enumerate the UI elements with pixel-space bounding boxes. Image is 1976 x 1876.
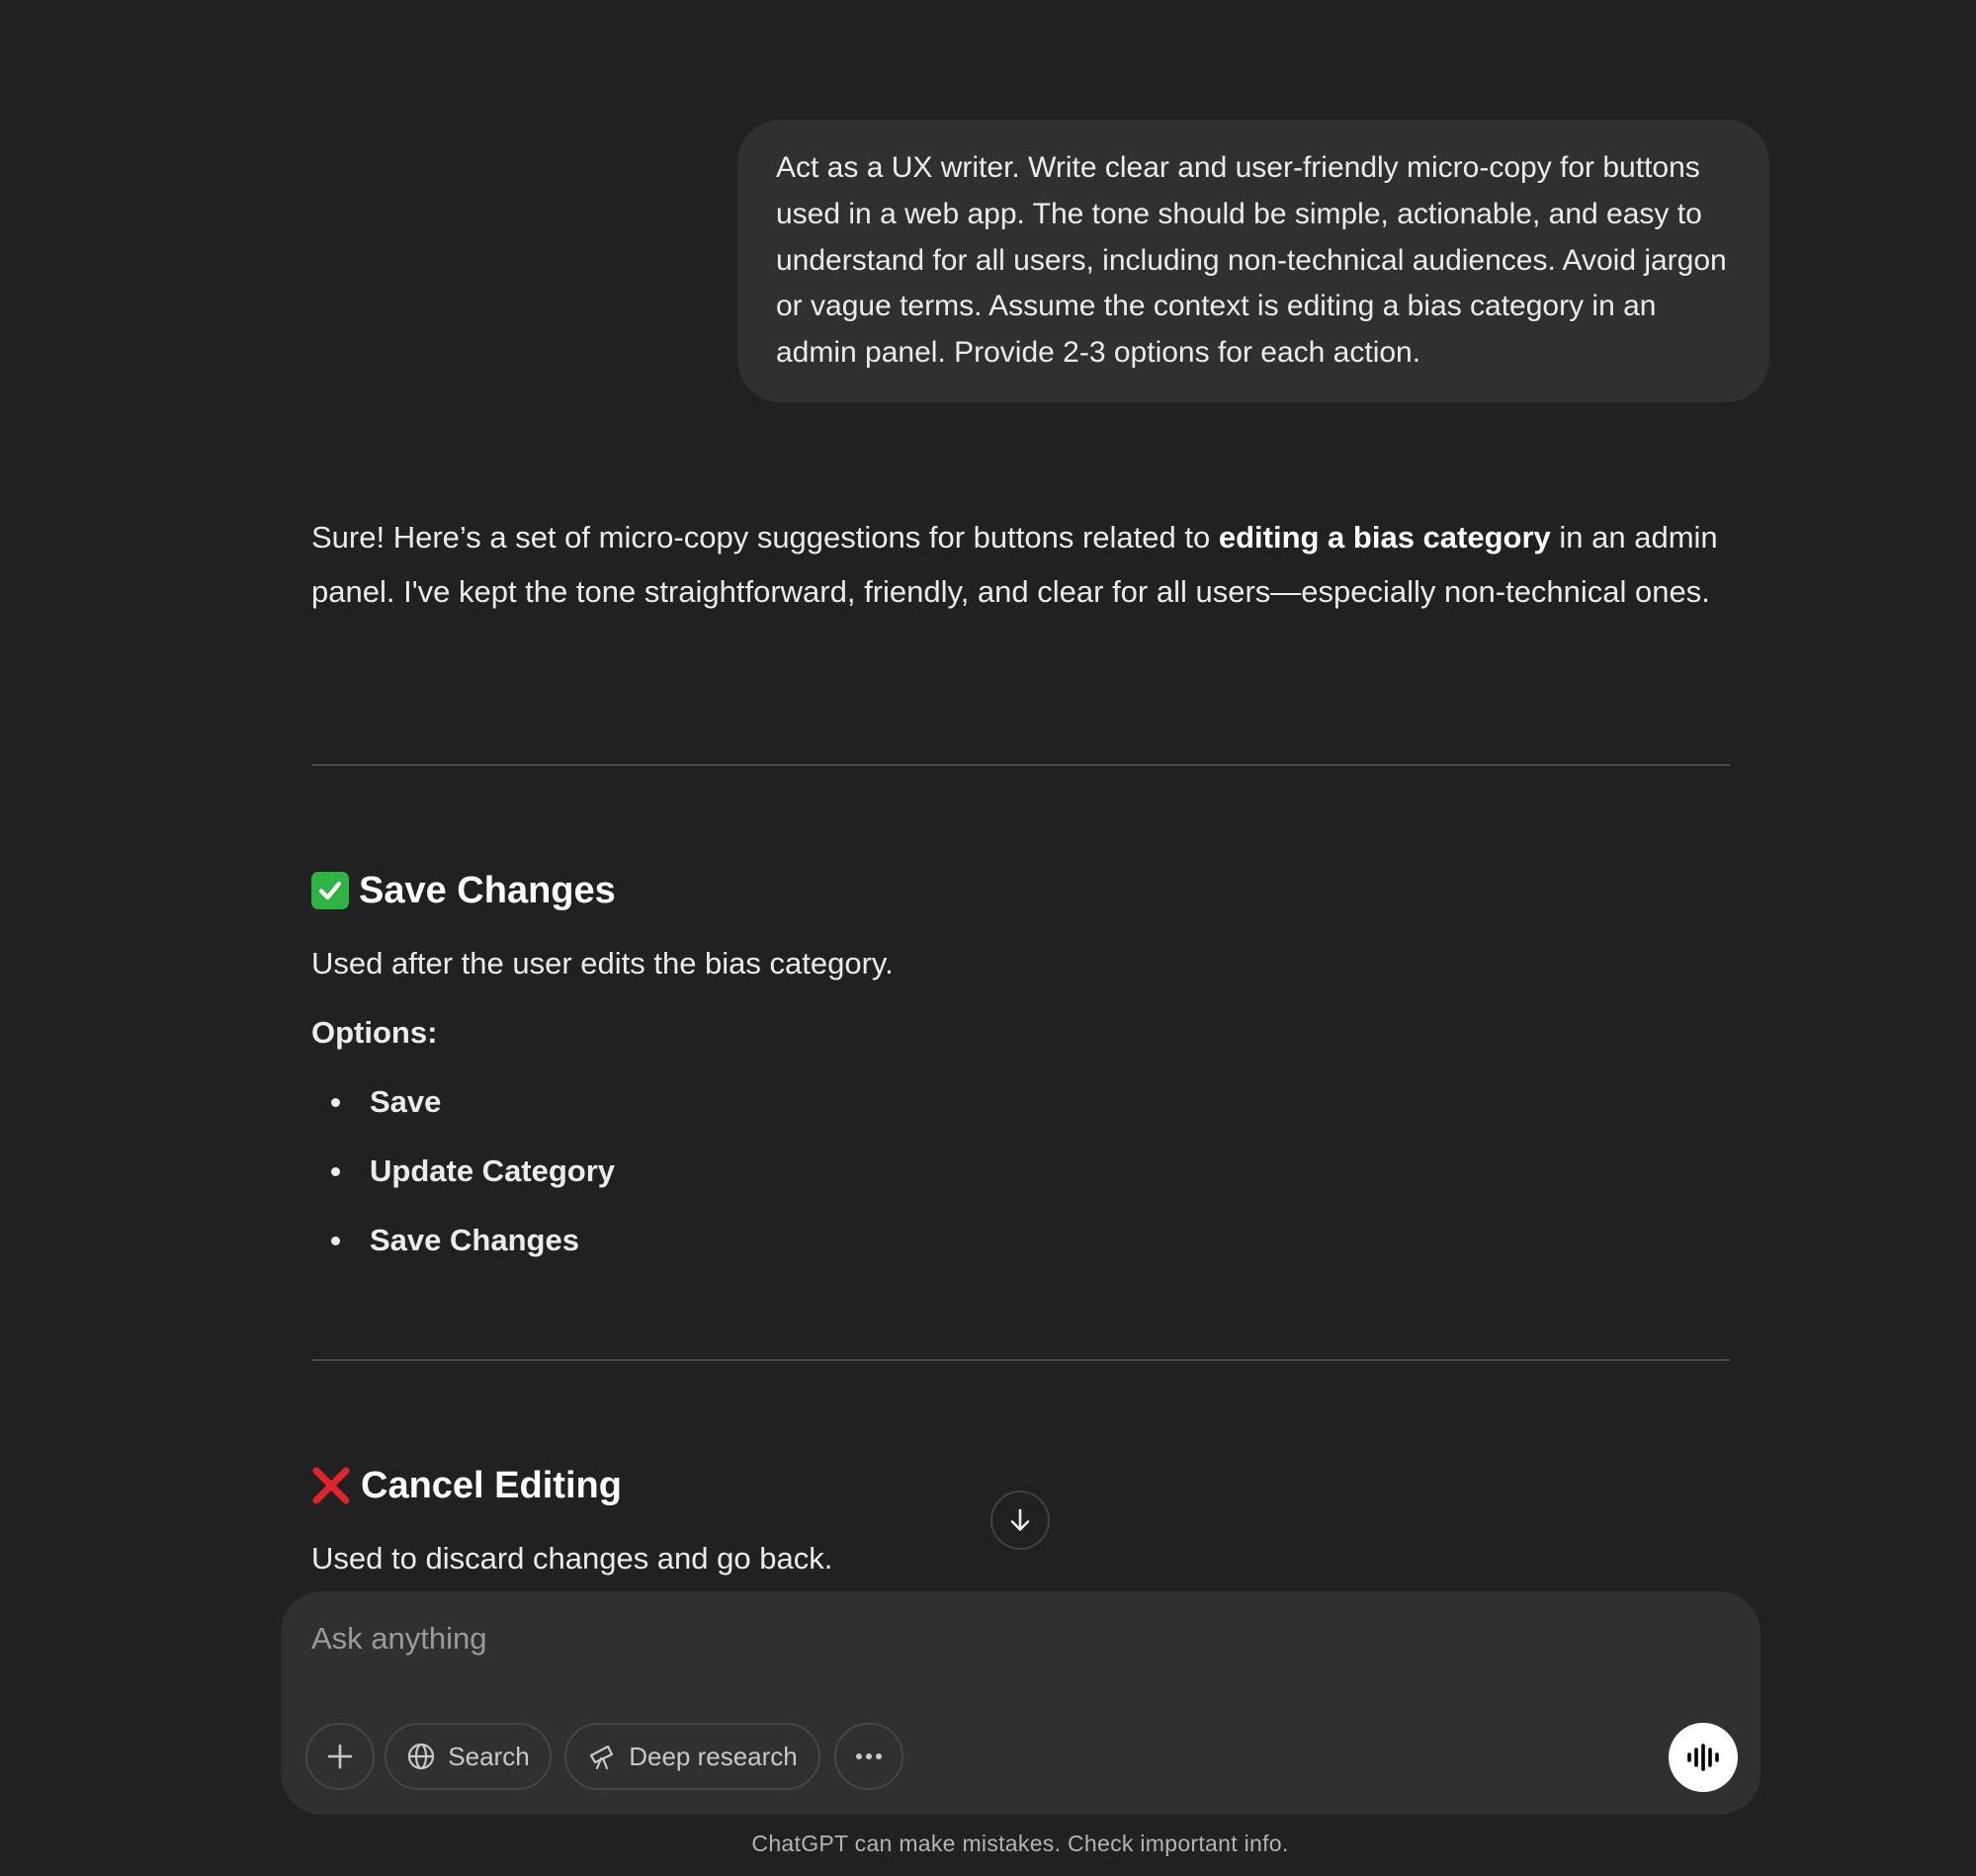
section-title: Save Changes xyxy=(359,869,616,911)
list-item-label: Update Category xyxy=(370,1153,616,1188)
search-button[interactable] xyxy=(385,1723,552,1790)
ellipsis-icon xyxy=(854,1751,884,1761)
deep-research-button-label: Deep research xyxy=(629,1741,798,1771)
user-message-bubble xyxy=(737,120,1769,402)
bullet-icon xyxy=(331,1236,340,1245)
list-item xyxy=(331,1151,615,1191)
intro-text-start: Sure! Here’s a set of micro-copy suggestions for buttons related to xyxy=(311,520,1219,554)
more-tools-button[interactable] xyxy=(834,1723,903,1790)
telescope-icon xyxy=(587,1742,617,1771)
list-item-label: Save xyxy=(370,1084,442,1119)
bullet-icon xyxy=(331,1167,340,1176)
attach-button[interactable] xyxy=(305,1723,375,1790)
section-divider xyxy=(311,1359,1730,1361)
cross-mark-icon xyxy=(311,1466,351,1505)
bullet-icon xyxy=(331,1098,340,1107)
search-button-label: Search xyxy=(448,1741,530,1771)
user-message-text: Act as a UX writer. Write clear and user-friendly micro-copy for buttons used in a web app. The tone should be simple, actionable, and easy to understand for all users, including non-technical audiences. Avoid jargon or vague terms. Assume the context is editing a bias category in an admin panel. Provide 2-3 options for each action. xyxy=(776,151,1727,370)
check-mark-icon xyxy=(311,872,349,909)
voice-mode-button[interactable] xyxy=(1669,1723,1738,1792)
assistant-intro xyxy=(311,511,1730,619)
message-composer xyxy=(281,1591,1761,1815)
arrow-down-icon xyxy=(1005,1505,1035,1535)
section-description: Used to discard changes and go back. xyxy=(311,1541,833,1576)
list-item xyxy=(331,1221,579,1260)
options-label: Options: xyxy=(311,1015,438,1050)
list-item xyxy=(331,1082,441,1122)
section-title: Cancel Editing xyxy=(361,1464,622,1506)
scroll-to-bottom-button[interactable] xyxy=(990,1491,1050,1550)
intro-text-end: in an admin panel. I've kept the tone straightforward, friendly, and clear for all users—especially non-technical ones. xyxy=(311,520,1718,609)
section-heading-save-changes xyxy=(311,866,616,915)
globe-icon xyxy=(406,1742,436,1771)
list-item-label: Save Changes xyxy=(370,1223,579,1257)
plus-icon xyxy=(326,1743,354,1770)
section-divider xyxy=(311,764,1730,766)
section-description: Used after the user edits the bias category. xyxy=(311,946,894,981)
section-heading-cancel-editing xyxy=(311,1461,622,1510)
intro-text-bold: editing a bias category xyxy=(1218,520,1551,554)
deep-research-button[interactable] xyxy=(564,1723,820,1790)
disclaimer-text: ChatGPT can make mistakes. Check important info. xyxy=(751,1831,1289,1856)
voice-waveform-icon xyxy=(1685,1743,1721,1772)
prompt-input[interactable] xyxy=(311,1617,1596,1661)
